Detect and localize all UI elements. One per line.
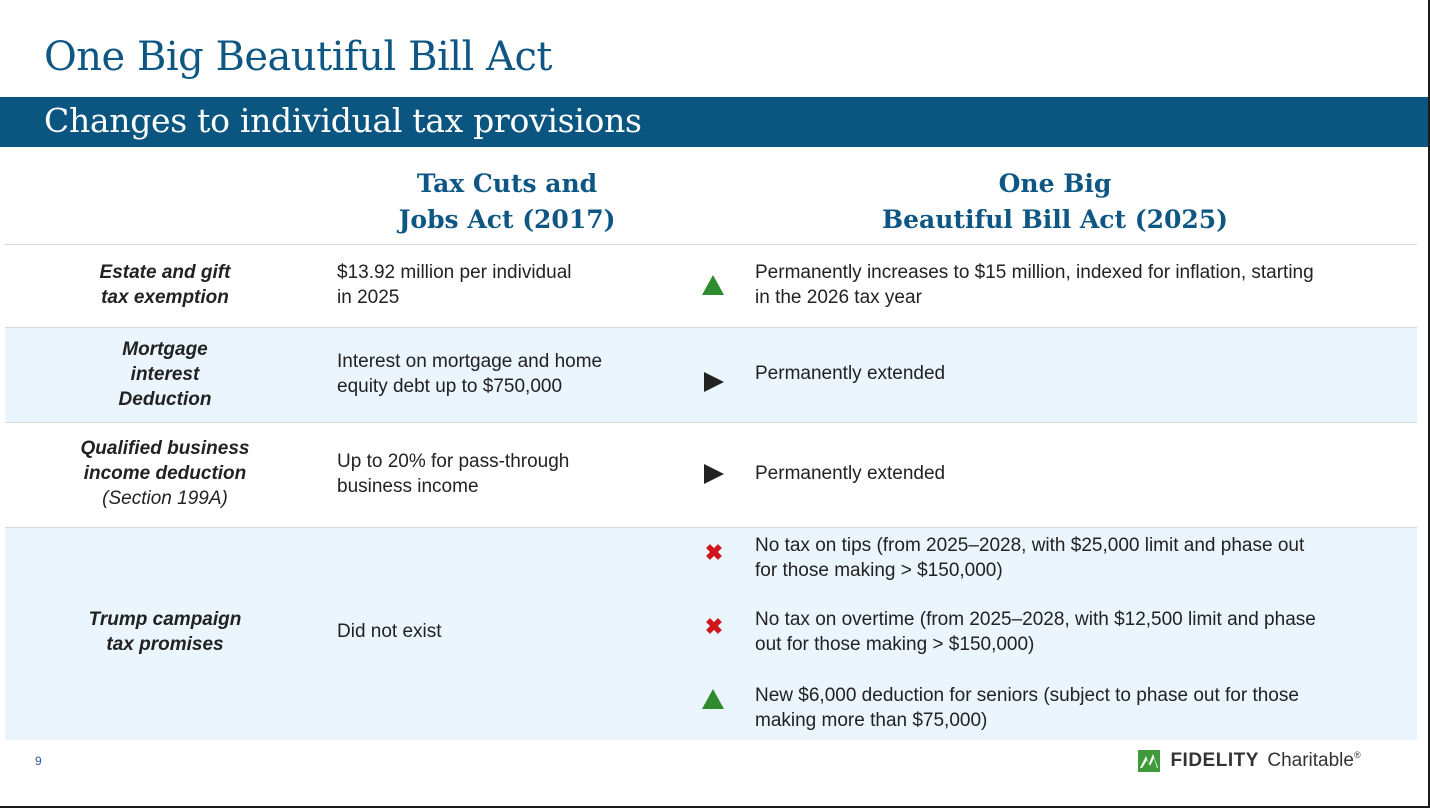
row-label-line: tax exemption xyxy=(101,287,229,308)
tcja-cell xyxy=(337,349,677,399)
obba-line: No tax on overtime (from 2025–2028, with $12,500 limit and phase xyxy=(755,609,1316,630)
table-row xyxy=(5,245,1417,328)
fidelity-logo-icon xyxy=(1138,750,1160,772)
x-mark-icon: ✖ xyxy=(704,540,724,565)
obba-line: for those making > $150,000) xyxy=(755,560,1003,581)
row-label-line: income deduction xyxy=(83,463,247,484)
x-mark-icon: ✖ xyxy=(704,614,724,639)
tcja-line: Interest on mortgage and home xyxy=(337,351,603,372)
logo-name: Charitable xyxy=(1267,750,1354,771)
obba-cell xyxy=(755,533,1415,583)
obba-line: New $6,000 deduction for seniors (subject to phase out for those xyxy=(755,685,1299,706)
column-header-obba xyxy=(820,166,1290,238)
table-row xyxy=(5,423,1417,528)
tcja-line: in 2025 xyxy=(337,287,400,308)
tcja-line: equity debt up to $750,000 xyxy=(337,376,563,397)
up-triangle-icon xyxy=(702,688,726,710)
obba-cell xyxy=(755,461,1415,486)
right-triangle-icon xyxy=(702,463,726,485)
column-header-tcja xyxy=(332,166,682,238)
tcja-line: $13.92 million per individual xyxy=(337,262,572,283)
fidelity-charitable-logo xyxy=(1138,750,1361,776)
column-header-tcja-line: Jobs Act (2017) xyxy=(398,205,616,234)
row-label-subtext: (Section 199A) xyxy=(102,488,228,509)
row-label-line: tax promises xyxy=(106,634,224,655)
row-label xyxy=(5,436,325,511)
obba-line: Permanently increases to $15 million, indexed for inflation, starting xyxy=(755,262,1314,283)
row-label-line: Trump campaign xyxy=(88,609,242,630)
column-header-obba-line: One Big xyxy=(998,169,1112,198)
row-label-line: interest xyxy=(130,364,200,385)
column-header-tcja-line: Tax Cuts and xyxy=(416,169,598,198)
row-label-line: Deduction xyxy=(118,389,212,410)
column-header-obba-line: Beautiful Bill Act (2025) xyxy=(881,205,1229,234)
page-number: 9 xyxy=(35,754,42,768)
slide-title: One Big Beautiful Bill Act xyxy=(44,34,552,80)
obba-line: Permanently extended xyxy=(755,463,946,484)
row-label-line: Qualified business xyxy=(80,438,250,459)
row-label-line: Estate and gift xyxy=(99,262,231,283)
obba-line: in the 2026 tax year xyxy=(755,287,922,308)
row-label xyxy=(5,260,325,310)
obba-line: No tax on tips (from 2025–2028, with $25,000 limit and phase out xyxy=(755,535,1305,556)
slide-subtitle: Changes to individual tax provisions xyxy=(44,101,642,140)
tcja-cell xyxy=(337,260,677,310)
obba-line: out for those making > $150,000) xyxy=(755,634,1035,655)
subtitle-band xyxy=(0,97,1428,147)
row-label-line: Mortgage xyxy=(122,339,208,360)
obba-cell xyxy=(755,361,1415,386)
tcja-line: business income xyxy=(337,476,479,497)
tcja-line: Up to 20% for pass-through xyxy=(337,451,570,472)
row-label xyxy=(5,337,325,412)
obba-line: Permanently extended xyxy=(755,363,946,384)
table-row xyxy=(5,328,1417,423)
right-triangle-icon xyxy=(702,371,726,393)
obba-cell xyxy=(755,260,1415,310)
logo-brand: FIDELITY xyxy=(1170,750,1259,771)
tcja-line: Did not exist xyxy=(337,621,442,642)
table-row xyxy=(5,528,1417,740)
up-triangle-icon xyxy=(702,274,726,296)
tcja-cell xyxy=(337,619,677,644)
logo-registered-mark: ® xyxy=(1353,750,1361,760)
tcja-cell xyxy=(337,449,677,499)
obba-cell xyxy=(755,607,1415,657)
obba-cell xyxy=(755,683,1415,733)
obba-line: making more than $75,000) xyxy=(755,710,988,731)
row-label xyxy=(5,607,325,657)
